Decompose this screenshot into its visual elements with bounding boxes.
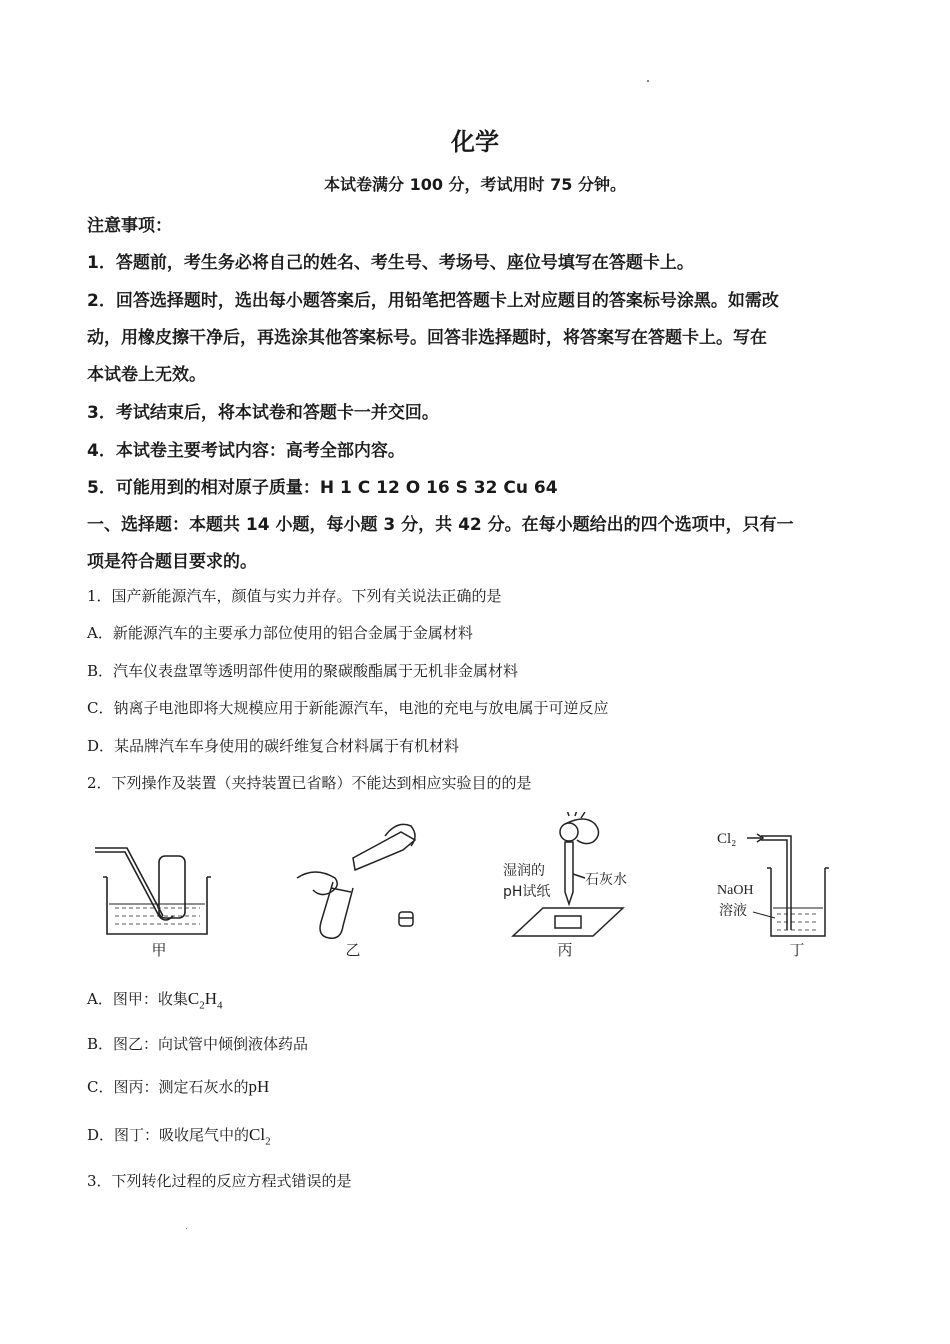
question-2-option-d [87, 1124, 271, 1147]
question-2-option-c [87, 1076, 269, 1097]
question-1-stem: 1．国产新能源汽车，颜值与实力并存。下列有关说法正确的是 [87, 587, 502, 605]
question-2-option-a-text: A．图甲：收集 [87, 990, 188, 1008]
formula-part: C [187, 989, 200, 1008]
question-2-stem: 2．下列操作及装置（夹持装置已省略）不能达到相应实验目的的是 [87, 774, 532, 792]
formula-ph: pH [248, 1077, 270, 1096]
notice-heading: 注意事项： [87, 216, 172, 236]
notice-item-2-text: 2．回答选择题时，选出每小题答案后，用铅笔把答题卡上对应题目的答案标号涂黑。如需改 [87, 291, 779, 311]
figure-bing-lime-label: 石灰水 [585, 872, 627, 888]
question-2-option-c-text: C．图丙：测定石灰水的 [87, 1078, 249, 1096]
formula-c2h4 [187, 989, 223, 1012]
formula-part: H [204, 989, 217, 1008]
section-heading-line-2: 项是符合题目要求的。 [87, 552, 257, 572]
figure-bing-paper-label-2: pH试纸 [503, 884, 551, 900]
question-2-option-a [87, 988, 222, 1011]
formula-sub: 4 [216, 999, 223, 1012]
question-1-option-d: D．某品牌汽车车身使用的碳纤维复合材料属于有机材料 [87, 737, 460, 755]
question-2-option-b: B．图乙：向试管中倾倒液体药品 [87, 1035, 309, 1053]
question-2-figures [85, 812, 865, 962]
notice-item-4: 4．本试卷主要考试内容：高考全部内容。 [87, 441, 405, 461]
notice-item-2-line-1 [87, 286, 867, 311]
figure-ding-gas-label: Cl₂ [717, 831, 737, 847]
page-title: 化学 [451, 128, 499, 156]
figure-jia [95, 848, 211, 934]
notice-item-2-line-3: 本试卷上无效。 [87, 365, 206, 385]
figure-label-ding: 丁 [789, 941, 805, 959]
notice-item-2-line-2: 动，用橡皮擦干净后，再选涂其他答案标号。回答非选择题时，将答案写在答题卡上。写在 [87, 328, 767, 348]
question-3-stem: 3．下列转化过程的反应方程式错误的是 [87, 1172, 352, 1190]
figure-ding-solution-label: NaOH [717, 883, 754, 898]
exam-info: 本试卷满分 100 分，考试用时 75 分钟。 [324, 175, 626, 194]
question-1-option-c: C．钠离子电池即将大规模应用于新能源汽车，电池的充电与放电属于可逆反应 [87, 699, 609, 717]
notice-item-3: 3．考试结束后，将本试卷和答题卡一并交回。 [87, 403, 439, 423]
question-2-option-d-text: D．图丁：吸收尾气中的 [87, 1126, 250, 1144]
section-heading-line-1: 一、选择题：本题共 14 小题，每小题 3 分，共 42 分。在每小题给出的四个选项中，只有一 [87, 515, 794, 535]
figure-bing-paper-label: 湿润的 [503, 863, 545, 879]
notice-item-5: 5．可能用到的相对原子质量：H 1 C 12 O 16 S 32 Cu 64 [87, 478, 558, 498]
formula-sub: 2 [265, 1135, 271, 1148]
question-1-option-b: B．汽车仪表盘罩等透明部件使用的聚碳酸酯属于无机非金属材料 [87, 662, 519, 680]
scan-speck [186, 1228, 187, 1229]
formula-sub: 2 [199, 999, 205, 1012]
notice-item-1: 1．答题前，考生务必将自己的姓名、考生号、考场号、座位号填写在答题卡上。 [87, 253, 694, 273]
question-1-option-a: A．新能源汽车的主要承力部位使用的铝合金属于金属材料 [87, 624, 473, 642]
figure-ding [747, 834, 829, 936]
formula-part: Cl [249, 1125, 266, 1144]
figure-label-bing: 丙 [557, 941, 573, 959]
figure-ding-solution-label-2: 溶液 [719, 903, 747, 919]
figure-label-yi: 乙 [345, 941, 361, 959]
figure-label-jia: 甲 [151, 941, 167, 959]
formula-cl2 [249, 1125, 271, 1148]
figure-yi [297, 824, 415, 938]
scan-speck [647, 80, 649, 82]
